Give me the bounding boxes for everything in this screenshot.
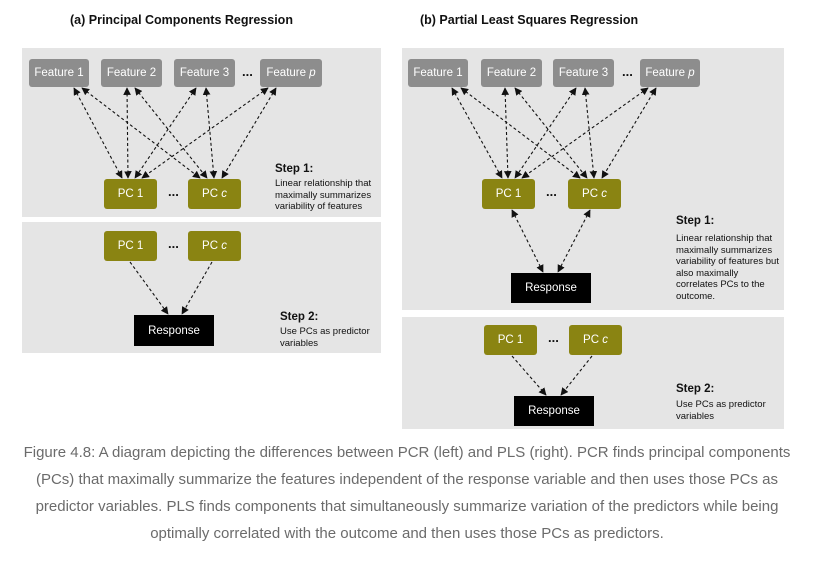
pls-pc-c-top: PC c — [568, 179, 621, 209]
pls-feature-p: Feature p — [640, 59, 700, 87]
pcr-feature-ellipsis: ... — [242, 64, 253, 79]
pcr-pc-1-bottom: PC 1 — [104, 231, 157, 261]
pls-edge-f1-pcc — [461, 88, 580, 178]
pls-edge-f1-pc1 — [452, 88, 502, 178]
pls-step2-title: Step 2: — [676, 383, 715, 395]
pls-step2-desc: Use PCs as predictor variables — [676, 399, 766, 422]
pls-edge-f2-pcc — [515, 88, 587, 178]
pls-response-bottom: Response — [514, 396, 594, 426]
pcr-step1-desc: Linear relationship that maximally summarizes variability of features — [275, 178, 372, 212]
pcr-step1-title: Step 1: — [275, 163, 314, 175]
pcr-step2-title: Step 2: — [280, 311, 319, 323]
pls-edge-f3-pcc — [585, 88, 594, 178]
pcr-feature-p: Feature p — [260, 59, 322, 87]
pcr-edge-f1-pc1 — [74, 88, 122, 178]
pcr-pc-c-bottom: PC c — [188, 231, 241, 261]
pcr-edge-f1-pcc — [82, 88, 200, 178]
figure-caption: Figure 4.8: A diagram depicting the differences between PCR (left) and PLS (right). PCR finds principal components (PCs) that maximally summarize the features independent of the response variable and then uses those PCs as predictor variables. PLS finds components that simultaneously summarize variation of the predictors while being optimally correlated with the outcome and then uses those PCs as predictors. — [23, 444, 791, 542]
pcr-edge-f2-pcc — [135, 88, 207, 178]
pcr-pc-1-top: PC 1 — [104, 179, 157, 209]
pcr-pc-c-top: PC c — [188, 179, 241, 209]
pls-edge-pc1-response — [512, 210, 543, 272]
pcr-pc-ellipsis-bottom: ... — [168, 236, 179, 251]
pls-feature-ellipsis: ... — [622, 64, 633, 79]
pcr-feature-3: Feature 3 — [174, 59, 235, 87]
pcr-feature-2: Feature 2 — [101, 59, 162, 87]
pls-pc-c-bottom: PC c — [569, 325, 622, 355]
pcr-edge-f3-pc1 — [135, 88, 196, 178]
pls-edge-pcc-response — [558, 210, 590, 272]
pls-pc-1-top: PC 1 — [482, 179, 535, 209]
pls-pc-ellipsis-top: ... — [546, 184, 557, 199]
pls-pc-ellipsis-bottom: ... — [548, 330, 559, 345]
pls-response-top: Response — [511, 273, 591, 303]
pls-feature-1: Feature 1 — [408, 59, 468, 87]
pcr-edge-f3-pcc — [206, 88, 214, 178]
pcr-pc-ellipsis-top: ... — [168, 184, 179, 199]
pcr-feature-1: Feature 1 — [29, 59, 89, 87]
pls-feature-2: Feature 2 — [481, 59, 542, 87]
pls-feature-3: Feature 3 — [553, 59, 614, 87]
pls-step1-title: Step 1: — [676, 215, 715, 227]
pls-step1-desc: Linear relationship that maximally summarizes variability of features but also maximally correlates PCs to the outcome. — [676, 233, 779, 302]
pls-edge-f2-pc1 — [505, 88, 508, 178]
pcr-edge-pc1-response — [130, 262, 168, 314]
pls-edge2-pc1-response — [512, 356, 546, 395]
pcr-edge-f2-pc1 — [127, 88, 128, 178]
pcr-edge-pcc-response — [182, 262, 212, 314]
pls-pc-1-bottom: PC 1 — [484, 325, 537, 355]
pls-edge-f3-pc1 — [515, 88, 576, 178]
pls-edge2-pcc-response — [561, 356, 592, 395]
pcr-panel-title: (a) Principal Components Regression — [70, 13, 293, 27]
pls-panel-title: (b) Partial Least Squares Regression — [420, 13, 639, 27]
pcr-step2-desc: Use PCs as predictor variables — [280, 326, 370, 349]
pcr-response: Response — [134, 315, 214, 346]
